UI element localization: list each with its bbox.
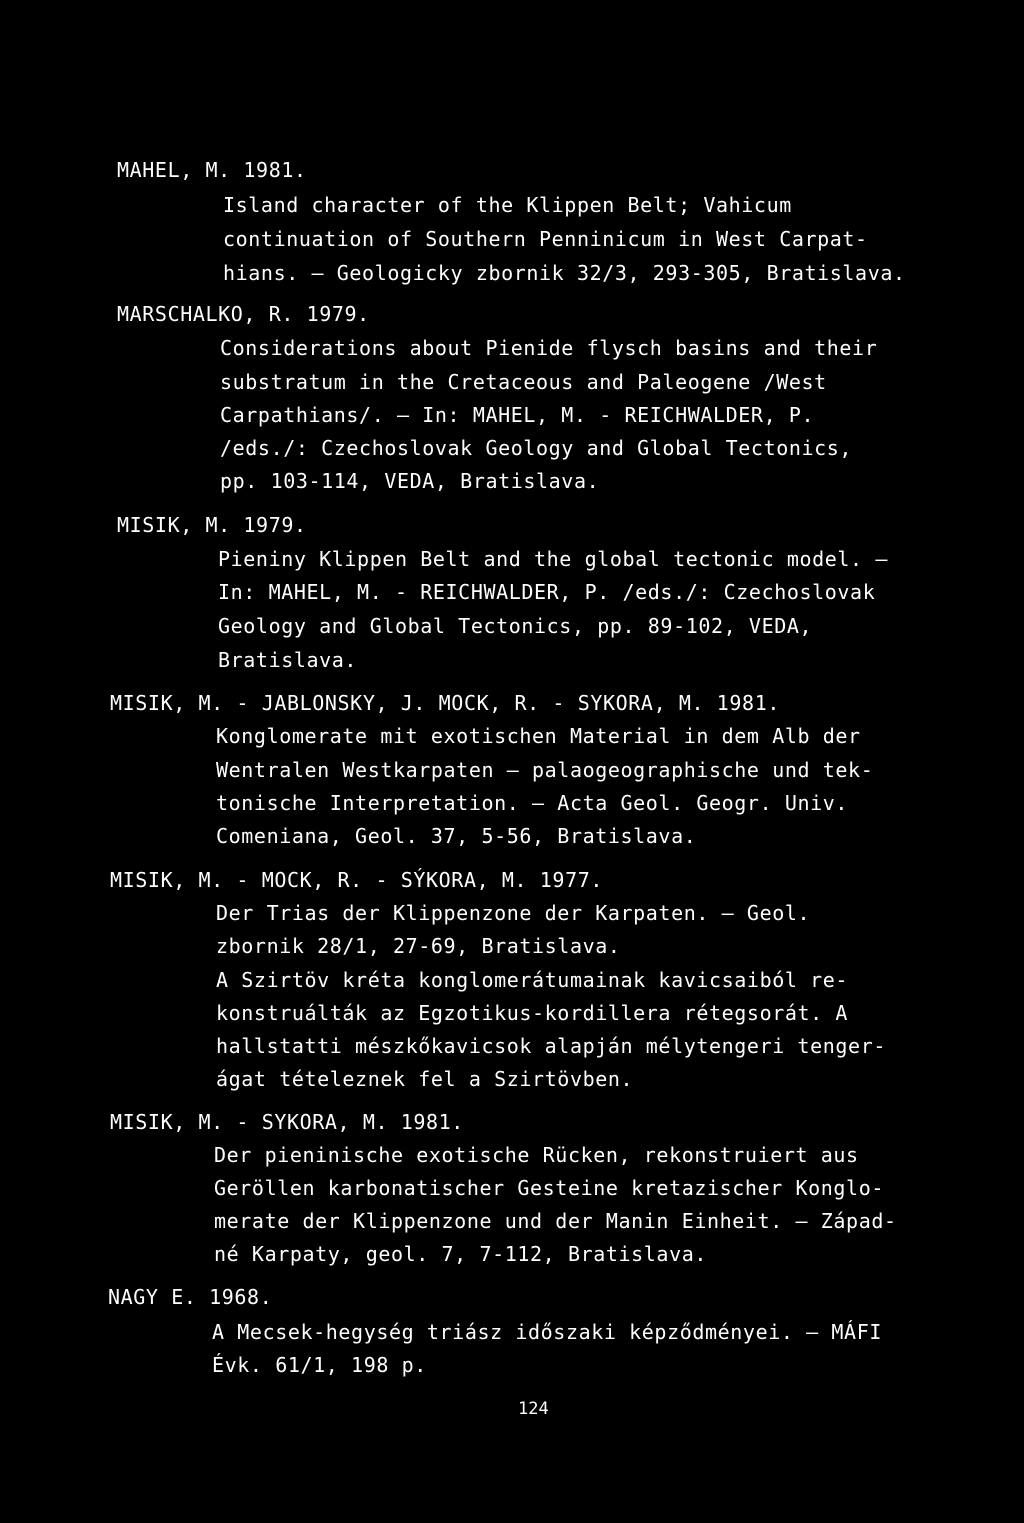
reference-line: tonische Interpretation. — Acta Geol. Geogr. Univ. bbox=[216, 791, 849, 815]
reference-line: hians. — Geologicky zbornik 32/3, 293-305, Bratislava. bbox=[223, 261, 906, 285]
reference-line: continuation of Southern Penninicum in West Carpat- bbox=[223, 227, 868, 251]
reference-line: Island character of the Klippen Belt; Vahicum bbox=[223, 193, 792, 217]
reference-line: konstruálták az Egzotikus-kordillera rétegsorát. A bbox=[216, 1001, 849, 1025]
reference-line: Carpathians/. — In: MAHEL, M. - REICHWALDER, P. bbox=[220, 403, 815, 427]
reference-head: NAGY E. 1968. bbox=[108, 1285, 273, 1309]
reference-line: Geology and Global Tectonics, pp. 89-102, VEDA, bbox=[218, 614, 813, 638]
reference-head: MARSCHALKO, R. 1979. bbox=[117, 302, 370, 326]
reference-line: Der pieninische exotische Rücken, rekonstruiert aus bbox=[214, 1143, 859, 1167]
reference-line: pp. 103-114, VEDA, Bratislava. bbox=[220, 469, 600, 493]
reference-line: merate der Klippenzone und der Manin Einheit. — Západ- bbox=[214, 1209, 897, 1233]
reference-line: /eds./: Czechoslovak Geology and Global Tectonics, bbox=[220, 436, 853, 460]
reference-line: Bratislava. bbox=[218, 648, 358, 672]
reference-line: zbornik 28/1, 27-69, Bratislava. bbox=[216, 934, 621, 958]
reference-line: hallstatti mészkőkavicsok alapján mélytengeri tenger- bbox=[216, 1034, 886, 1058]
reference-line: Considerations about Pienide flysch basins and their bbox=[220, 336, 878, 360]
reference-line: Comeniana, Geol. 37, 5-56, Bratislava. bbox=[216, 824, 697, 848]
reference-line: A Mecsek-hegység triász időszaki képződményei. — MÁFI bbox=[212, 1320, 882, 1344]
reference-head: MISIK, M. - MOCK, R. - SÝKORA, M. 1977. bbox=[110, 868, 603, 892]
reference-line: ágat tételeznek fel a Szirtövben. bbox=[216, 1067, 634, 1091]
reference-line: A Szirtöv kréta konglomerátumainak kavicsaiból re- bbox=[216, 968, 849, 992]
reference-line: Konglomerate mit exotischen Material in dem Alb der bbox=[216, 724, 861, 748]
reference-line: Geröllen karbonatischer Gesteine kretazischer Konglo- bbox=[214, 1176, 884, 1200]
reference-line: Der Trias der Klippenzone der Karpaten. — Geol. bbox=[216, 901, 811, 925]
reference-line: substratum in the Cretaceous and Paleogene /West bbox=[220, 370, 827, 394]
reference-line: Wentralen Westkarpaten — palaogeographische und tek- bbox=[216, 758, 874, 782]
reference-head: MISIK, M. - JABLONSKY, J. MOCK, R. - SYKORA, M. 1981. bbox=[110, 691, 780, 715]
reference-head: MISIK, M. 1979. bbox=[117, 513, 307, 537]
reference-head: MAHEL, M. 1981. bbox=[117, 158, 307, 182]
reference-line: Pieniny Klippen Belt and the global tectonic model. — bbox=[218, 547, 888, 571]
reference-line: né Karpaty, geol. 7, 7-112, Bratislava. bbox=[214, 1242, 707, 1266]
reference-line: Évk. 61/1, 198 p. bbox=[212, 1353, 427, 1377]
page-number: 124 bbox=[518, 1399, 549, 1419]
reference-line: In: MAHEL, M. - REICHWALDER, P. /eds./: Czechoslovak bbox=[218, 580, 876, 604]
reference-head: MISIK, M. - SYKORA, M. 1981. bbox=[110, 1110, 464, 1134]
